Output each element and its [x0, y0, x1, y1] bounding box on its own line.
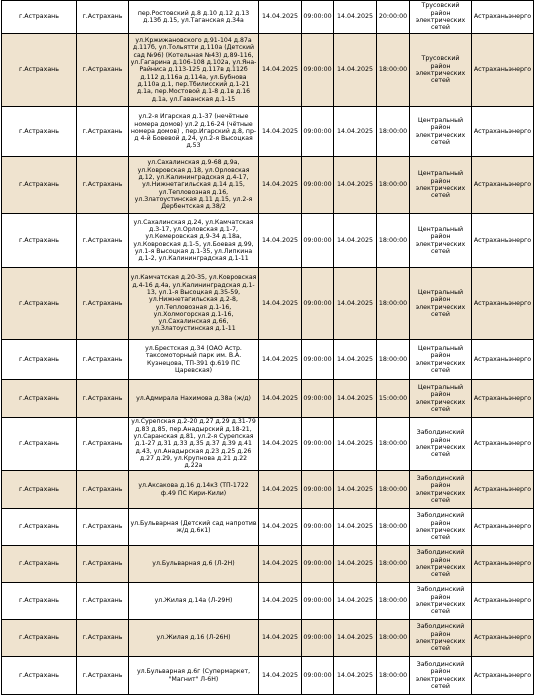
cell-time-end: 18:00:00	[377, 34, 410, 107]
cell-time-end: 20:00:00	[377, 1, 410, 34]
table-row	[2, 546, 534, 583]
cell-time-start: 09:00:00	[302, 107, 334, 157]
cell-city: г.Астрахань	[77, 546, 129, 583]
table-row	[2, 107, 534, 157]
cell-date-end: 14.04.2025	[334, 546, 377, 583]
cell-region: г.Астрахань	[2, 509, 77, 546]
cell-date-start: 14.04.2025	[259, 657, 302, 695]
cell-city: г.Астрахань	[77, 583, 129, 620]
cell-date-end: 14.04.2025	[334, 471, 377, 509]
cell-date-end: 14.04.2025	[334, 1, 377, 34]
cell-time-end: 18:00:00	[377, 107, 410, 157]
table-row	[2, 157, 534, 214]
cell-region: г.Астрахань	[2, 657, 77, 695]
cell-time-end: 18:00:00	[377, 620, 410, 657]
cell-city: г.Астрахань	[77, 340, 129, 380]
table-row	[2, 340, 534, 380]
cell-district: Заболдинский район электрических сетей	[410, 583, 472, 620]
cell-address: пер.Ростовский д.8 д.10 д.12 д.13 д.13б д.15, ул.Таганская д.34а	[129, 1, 259, 34]
outage-table	[1, 0, 534, 695]
cell-org: Астраханьэнерго	[472, 583, 534, 620]
cell-time-start: 09:00:00	[302, 657, 334, 695]
cell-org: Астраханьэнерго	[472, 509, 534, 546]
cell-org: Астраханьэнерго	[472, 1, 534, 34]
cell-time-start: 09:00:00	[302, 620, 334, 657]
cell-address: ул.Камчатская д.20-35, ул.Ковровская д.4-16 д.4а, ул.Калининградская д.1-13, ул.1-я Высоцкая д.35-59, ул.Нижнетагильская д.2-8, ул.Тепловозная д.1-16, ул.Холмогорская д.1-16, ул.Сахалинская д.66, ул.Златоустинская д.1-11	[129, 268, 259, 340]
cell-address: ул.Жилая д.16 (Л-26Н)	[129, 620, 259, 657]
table-row	[2, 380, 534, 418]
cell-region: г.Астрахань	[2, 214, 77, 268]
cell-city: г.Астрахань	[77, 620, 129, 657]
cell-city: г.Астрахань	[77, 418, 129, 471]
cell-region: г.Астрахань	[2, 34, 77, 107]
cell-date-end: 14.04.2025	[334, 380, 377, 418]
cell-org: Астраханьэнерго	[472, 380, 534, 418]
cell-city: г.Астрахань	[77, 1, 129, 34]
table-row	[2, 620, 534, 657]
cell-city: г.Астрахань	[77, 107, 129, 157]
cell-district: Центральный район электрических сетей	[410, 380, 472, 418]
cell-city: г.Астрахань	[77, 34, 129, 107]
table-row	[2, 1, 534, 34]
table-row	[2, 657, 534, 695]
cell-district: Заболдинский район электрических сетей	[410, 509, 472, 546]
cell-date-end: 14.04.2025	[334, 340, 377, 380]
cell-city: г.Астрахань	[77, 157, 129, 214]
cell-address: ул.Жилая д.14а (Л-29Н)	[129, 583, 259, 620]
cell-org: Астраханьэнерго	[472, 107, 534, 157]
table-row	[2, 583, 534, 620]
cell-city: г.Астрахань	[77, 214, 129, 268]
table-row	[2, 268, 534, 340]
cell-time-end: 18:00:00	[377, 268, 410, 340]
cell-district: Заболдинский район электрических сетей	[410, 546, 472, 583]
cell-time-start: 09:00:00	[302, 418, 334, 471]
cell-address: ул.Сахалинская д.24, ул.Камчатская д.3-17, ул.Орловская д.1-7, ул.Кемеровская д.9-34 д.18а, ул.Ковровская д.1-5, ул.Боевая д.99, ул.1-я Высоцкая д.1-35, ул.Липкина д.1-2, ул.Калининградская д.1-11	[129, 214, 259, 268]
cell-date-end: 14.04.2025	[334, 418, 377, 471]
cell-district: Заболдинский район электрических сетей	[410, 471, 472, 509]
cell-time-end: 18:00:00	[377, 546, 410, 583]
cell-district: Заболдинский район электрических сетей	[410, 657, 472, 695]
cell-org: Астраханьэнерго	[472, 418, 534, 471]
cell-city: г.Астрахань	[77, 268, 129, 340]
cell-region: г.Астрахань	[2, 157, 77, 214]
cell-date-end: 14.04.2025	[334, 157, 377, 214]
cell-org: Астраханьэнерго	[472, 214, 534, 268]
outage-table-body	[2, 1, 534, 695]
cell-time-start: 09:00:00	[302, 509, 334, 546]
cell-region: г.Астрахань	[2, 340, 77, 380]
cell-time-end: 18:00:00	[377, 657, 410, 695]
cell-date-start: 14.04.2025	[259, 214, 302, 268]
cell-date-start: 14.04.2025	[259, 418, 302, 471]
cell-city: г.Астрахань	[77, 509, 129, 546]
cell-address: ул.2-я Игарская д.1-37 (нечётные номера домов) ул.2 д.16-24 (чётные номера домов) , пер.Игарский д.8, пр-д 4-й Бовевой д.24, ул.2-я Высоцкая д.53	[129, 107, 259, 157]
cell-time-end: 18:00:00	[377, 157, 410, 214]
cell-address: ул.Бульварная (Детский сад напротив ж/д д.6к1)	[129, 509, 259, 546]
cell-date-end: 14.04.2025	[334, 509, 377, 546]
table-row	[2, 509, 534, 546]
cell-date-start: 14.04.2025	[259, 380, 302, 418]
cell-address: ул.Адмирала Нахимова д.38а (ж/д)	[129, 380, 259, 418]
cell-time-start: 09:00:00	[302, 340, 334, 380]
table-row	[2, 214, 534, 268]
cell-city: г.Астрахань	[77, 380, 129, 418]
cell-region: г.Астрахань	[2, 583, 77, 620]
cell-region: г.Астрахань	[2, 1, 77, 34]
cell-org: Астраханьэнерго	[472, 34, 534, 107]
cell-time-end: 18:00:00	[377, 509, 410, 546]
cell-time-start: 09:00:00	[302, 34, 334, 107]
table-row	[2, 418, 534, 471]
cell-time-start: 09:00:00	[302, 380, 334, 418]
cell-time-start: 09:00:00	[302, 268, 334, 340]
cell-date-start: 14.04.2025	[259, 157, 302, 214]
cell-date-end: 14.04.2025	[334, 268, 377, 340]
cell-date-start: 14.04.2025	[259, 583, 302, 620]
cell-address: ул.Бульварная д.6г (Супермаркет, "Магнит" Л-6Н)	[129, 657, 259, 695]
cell-time-end: 18:00:00	[377, 471, 410, 509]
cell-district: Центральный район электрических сетей	[410, 157, 472, 214]
cell-date-end: 14.04.2025	[334, 620, 377, 657]
cell-region: г.Астрахань	[2, 107, 77, 157]
cell-city: г.Астрахань	[77, 657, 129, 695]
cell-date-end: 14.04.2025	[334, 34, 377, 107]
cell-date-start: 14.04.2025	[259, 340, 302, 380]
cell-address: ул.Бульварная д.6 (Л-2Н)	[129, 546, 259, 583]
cell-time-start: 09:00:00	[302, 1, 334, 34]
cell-date-start: 14.04.2025	[259, 471, 302, 509]
table-row	[2, 471, 534, 509]
cell-district: Центральный район электрических сетей	[410, 268, 472, 340]
cell-district: Заболдинский район электрических сетей	[410, 620, 472, 657]
cell-date-start: 14.04.2025	[259, 620, 302, 657]
cell-region: г.Астрахань	[2, 620, 77, 657]
cell-date-start: 14.04.2025	[259, 509, 302, 546]
cell-date-start: 14.04.2025	[259, 107, 302, 157]
cell-district: Центральный район электрических сетей	[410, 107, 472, 157]
cell-time-end: 15:00:00	[377, 380, 410, 418]
cell-date-start: 14.04.2025	[259, 546, 302, 583]
cell-date-start: 14.04.2025	[259, 1, 302, 34]
cell-time-end: 18:00:00	[377, 340, 410, 380]
cell-date-end: 14.04.2025	[334, 657, 377, 695]
cell-district: Центральный район электрических сетей	[410, 214, 472, 268]
cell-time-start: 09:00:00	[302, 214, 334, 268]
cell-org: Астраханьэнерго	[472, 471, 534, 509]
cell-org: Астраханьэнерго	[472, 546, 534, 583]
cell-city: г.Астрахань	[77, 471, 129, 509]
cell-time-start: 09:00:00	[302, 546, 334, 583]
cell-time-start: 09:00:00	[302, 471, 334, 509]
table-row	[2, 34, 534, 107]
cell-time-end: 18:00:00	[377, 418, 410, 471]
cell-date-end: 14.04.2025	[334, 583, 377, 620]
cell-district: Трусовский район электрических сетей	[410, 1, 472, 34]
cell-district: Трусовский район электрических сетей	[410, 34, 472, 107]
cell-region: г.Астрахань	[2, 268, 77, 340]
cell-org: Астраханьэнерго	[472, 268, 534, 340]
cell-date-start: 14.04.2025	[259, 34, 302, 107]
cell-date-start: 14.04.2025	[259, 268, 302, 340]
cell-address: ул.Кржижановского д.91-104 д.87а д.117б, ул.Тольятти д.110а (Детский сад №96) (Котельная №43) д.89-116, ул.Гагарина д.106-108 д.102а, ул.Яна-Райниса д.113-125 д.117в д.112б д.112 д.116а д.114а, ул.Бубнова д.110а д.1, пер.Тбилисский д.1-21 д.1а, пер.Мостовой д.1-8 д.1в д.16 д.1а, ул.Гаванская д.1-15	[129, 34, 259, 107]
cell-org: Астраханьэнерго	[472, 157, 534, 214]
cell-address: ул.Брестская д.34 (ОАО Астр. таксомоторный парк им. В.А. Кузнецова, ТП-391 ф.619 ПС Царевская)	[129, 340, 259, 380]
cell-org: Астраханьэнерго	[472, 620, 534, 657]
cell-district: Заболдинский район электрических сетей	[410, 418, 472, 471]
cell-address: ул.Аксакова д.16 д.14к3 (ТП-1722 ф.49 ПС Кири-Кили)	[129, 471, 259, 509]
cell-time-start: 09:00:00	[302, 583, 334, 620]
cell-time-start: 09:00:00	[302, 157, 334, 214]
cell-address: ул.Сахалинская д.9-68 д.9а, ул.Ковровская д.18, ул.Орловская д.12, ул.Калининградская д.4-17, ул.Нижнетагильская д.14 д.15, ул.Тепловозная д.16, ул.Златоустинская д.11 д.15, ул.2-я Дербентская д.38/2	[129, 157, 259, 214]
cell-region: г.Астрахань	[2, 546, 77, 583]
cell-district: Центральный район электрических сетей	[410, 340, 472, 380]
cell-time-end: 18:00:00	[377, 583, 410, 620]
cell-org: Астраханьэнерго	[472, 657, 534, 695]
cell-region: г.Астрахань	[2, 418, 77, 471]
cell-region: г.Астрахань	[2, 380, 77, 418]
cell-address: ул.Сурепская д.2-20 д.27 д.29 д.31-79 д.83 д.85, пер.Анадырский д.18-21, ул.Саранская д.81, ул.2-я Сурепская д.1-27 д.31 д.33 д.35 д.37 д.39 д.41 д.43, ул.Анадырская д.23 д.25 д.26 д.27 д.29, ул.Крупнова д.21 д.22 д.22а	[129, 418, 259, 471]
cell-time-end: 18:00:00	[377, 214, 410, 268]
cell-org: Астраханьэнерго	[472, 340, 534, 380]
cell-region: г.Астрахань	[2, 471, 77, 509]
cell-date-end: 14.04.2025	[334, 107, 377, 157]
cell-date-end: 14.04.2025	[334, 214, 377, 268]
